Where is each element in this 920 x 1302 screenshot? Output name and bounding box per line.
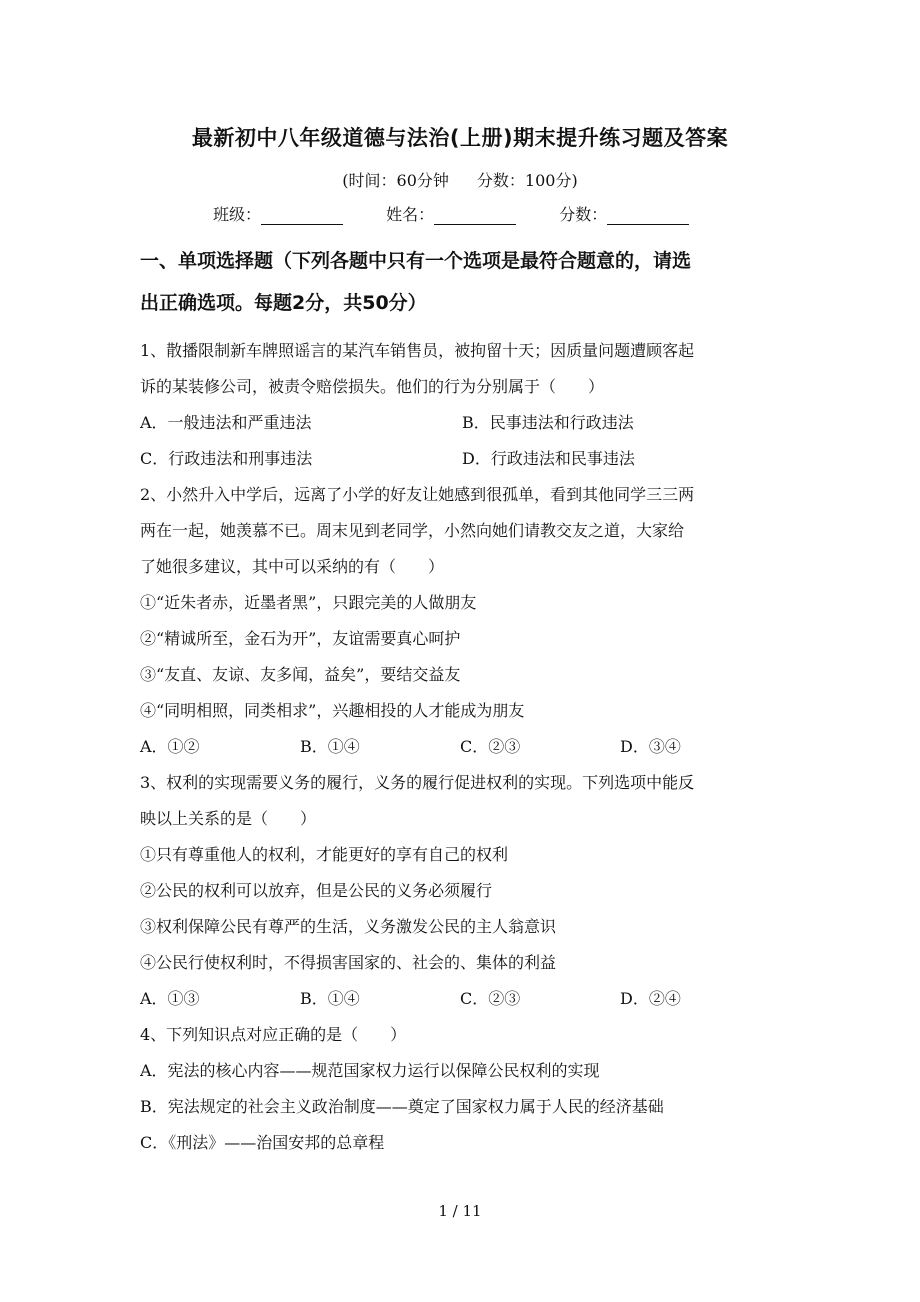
question-1	[140, 333, 785, 477]
options-row	[140, 441, 785, 477]
question-3	[140, 765, 785, 1017]
section-heading-line-1: 一、单项选择题（下列各题中只有一个选项是最符合题意的，请选	[140, 250, 692, 272]
options-row	[140, 981, 785, 1017]
statement-4: ④公民行使权利时，不得损害国家的、社会的、集体的利益	[140, 953, 557, 972]
student-info-fields	[213, 202, 727, 225]
option-a: A．宪法的核心内容——规范国家权力运行以保障公民权利的实现	[140, 1061, 600, 1080]
page-number: 1 / 11	[438, 1202, 482, 1220]
name-label: 姓名：	[386, 205, 435, 224]
document-title: 最新初中八年级道德与法治(上册)期末提升练习题及答案	[191, 126, 729, 150]
question-stem: 4、下列知识点对应正确的是（ ）	[140, 1025, 407, 1044]
exam-meta	[0, 168, 920, 191]
option-b: B．①④	[300, 737, 360, 756]
option-c: C．行政违法和刑事违法	[140, 449, 313, 468]
question-stem: 映以上关系的是（ ）	[140, 809, 317, 828]
exam-total-score: 分数：100分)	[476, 171, 578, 190]
option-c: C．②③	[460, 737, 521, 756]
name-field	[386, 202, 516, 225]
statement-3: ③“友直、友谅、友多闻，益矣”，要结交益友	[140, 665, 461, 684]
option-a: A．一般违法和严重违法	[140, 413, 312, 432]
question-stem: 3、权利的实现需要义务的履行，义务的履行促进权利的实现。下列选项中能反	[140, 773, 695, 792]
score-field	[559, 202, 689, 225]
option-b: B．宪法规定的社会主义政治制度——奠定了国家权力属于人民的经济基础	[140, 1097, 664, 1116]
score-label: 分数：	[559, 205, 608, 224]
option-a: A．①②	[140, 737, 200, 756]
question-stem: 1、散播限制新车牌照谣言的某汽车销售员，被拘留十天；因质量问题遭顾客起	[140, 341, 695, 360]
section-heading	[140, 240, 780, 324]
option-d: D．行政违法和民事违法	[462, 449, 635, 468]
option-b: B．①④	[300, 989, 360, 1008]
section-heading-line-2: 出正确选项。每题2分，共50分）	[140, 292, 427, 314]
statement-4: ④“同明相照，同类相求”，兴趣相投的人才能成为朋友	[140, 701, 525, 720]
question-stem: 诉的某装修公司，被责令赔偿损失。他们的行为分别属于（ ）	[140, 377, 605, 396]
question-2	[140, 477, 785, 765]
option-c: C．②③	[460, 989, 521, 1008]
question-stem: 了她很多建议，其中可以采纳的有（ ）	[140, 557, 445, 576]
class-field	[213, 202, 343, 225]
option-b: B．民事违法和行政违法	[462, 413, 634, 432]
option-d: D．③④	[620, 737, 681, 756]
question-stem: 两在一起，她羡慕不已。周末见到老同学，小然向她们请教交友之道，大家给	[140, 521, 685, 540]
options-row	[140, 405, 785, 441]
questions	[140, 333, 785, 1161]
statement-1: ①只有尊重他人的权利，才能更好的享有自己的权利	[140, 845, 509, 864]
statement-3: ③权利保障公民有尊严的生活，义务激发公民的主人翁意识	[140, 917, 557, 936]
statement-2: ②公民的权利可以放弃，但是公民的义务必须履行	[140, 881, 493, 900]
question-stem: 2、小然升入中学后，远离了小学的好友让她感到很孤单，看到其他同学三三两	[140, 485, 695, 504]
statement-1: ①“近朱者赤，近墨者黑”，只跟完美的人做朋友	[140, 593, 477, 612]
option-c: C．《刑法》——治国安邦的总章程	[140, 1133, 385, 1152]
class-blank	[261, 208, 343, 225]
name-blank	[434, 208, 516, 225]
score-blank	[607, 208, 689, 225]
statement-2: ②“精诚所至，金石为开”，友谊需要真心呵护	[140, 629, 461, 648]
exam-time: (时间：60分钟	[342, 171, 449, 190]
option-d: D．②④	[620, 989, 681, 1008]
option-a: A．①③	[140, 989, 200, 1008]
question-4	[140, 1017, 785, 1161]
class-label: 班级：	[213, 205, 262, 224]
options-row	[140, 729, 785, 765]
